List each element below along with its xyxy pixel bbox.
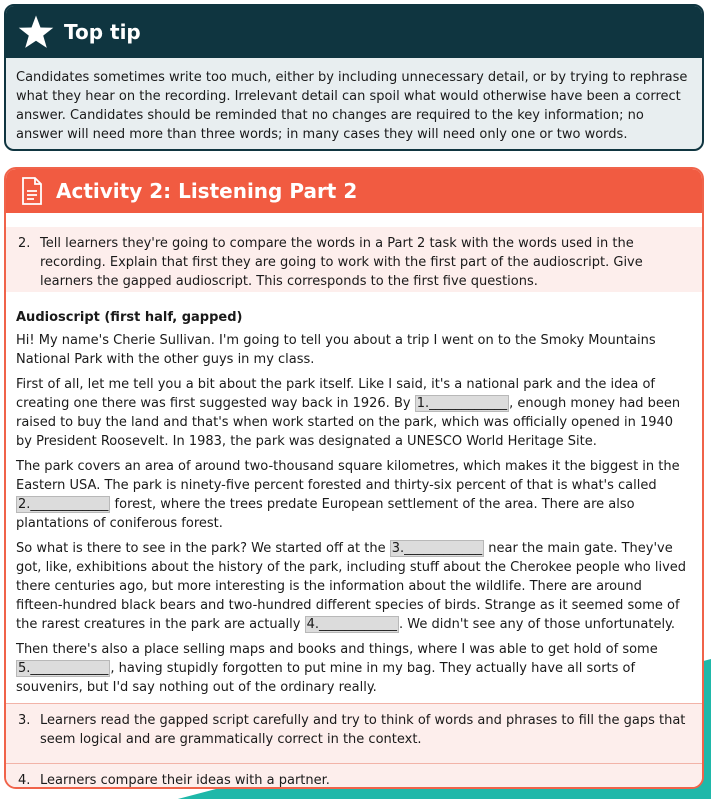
step-text: Learners read the gapped script carefully and try to think of words and phrases to fill the gaps that seem logical and are grammatically correct in the context.: [40, 713, 686, 747]
top-tip-box: [4, 4, 704, 151]
script-paragraph-5: Then there's also a place selling maps and books and things, where I was able to get hold of some 5.____________ , having stupidly forgotten to put mine in my bag. They actually have all sorts of souvenirs, but I'd say nothing out of the ordinary really.: [16, 642, 658, 695]
activity-header: [6, 169, 702, 213]
script-paragraph-1: Hi! My name's Cherie Sullivan. I'm going to tell you about a trip I went on to the Smoky Mountains National Park with the other guys in my class.: [16, 333, 656, 367]
document-icon: [20, 177, 44, 205]
gap-2[interactable]: 2.____________: [18, 497, 109, 512]
step-text: Tell learners they're going to compare the words in a Part 2 task with the words used in the recording. Explain that first they are going to work with the first part of the audioscript. Give learners the gapped audioscript. This corresponds to the first five questions.: [40, 236, 643, 289]
top-tip-header: [6, 6, 702, 58]
gap-3[interactable]: 3.____________: [391, 541, 483, 556]
script-paragraph-4: So what is there to see in the park? We started off at the 3.____________ near the main gate. They've got, like, exhibitions about the history of the park, including stuff about the Cherokee people who lived there centuries ago, but more interesting is the information about the wildlife. There are around fifteen-hundred black bears and two-hundred different species of birds. Strange as it seemed some of the rarest creatures in the park are actually 4.____________ . We didn't see any of those unfortunately.: [16, 541, 687, 632]
step-text: Learners compare their ideas with a partner.: [40, 773, 330, 788]
top-tip-title: Top tip: [64, 20, 141, 44]
step-number: 2.: [18, 236, 31, 251]
audioscript: [6, 306, 702, 703]
top-tip-text: Candidates sometimes write too much, either by including unnecessary detail, or by trying to rephrase what they hear on the recording. Irrelevant detail can spoil what would otherwise have been a correct answer. Candidates should be reminded that no changes are required to the key information; no answer will need more than three words; in many cases they will need only one or two words.: [16, 70, 688, 142]
activity-box: [4, 167, 704, 789]
step-number: 4.: [18, 773, 31, 788]
step-number: 3.: [18, 713, 31, 728]
gap-4[interactable]: 4.____________: [306, 617, 398, 632]
gap-1[interactable]: 1.____________: [416, 396, 508, 411]
gap-5[interactable]: 5.____________: [18, 661, 109, 676]
activity-title: Activity 2: Listening Part 2: [56, 179, 358, 203]
script-paragraph-2: First of all, let me tell you a bit about the park itself. Like I said, it's a national park and the idea of creating one there was first suggested way back in 1926. By 1.____________ , enough money had been raised to buy the land and that's when work started on the park, which was officially opened in 1940 by President Roosevelt. In 1983, the park was designated a UNESCO World Heritage Site.: [16, 377, 681, 449]
audioscript-heading: Audioscript (first half, gapped): [16, 310, 243, 325]
step-2: [6, 227, 702, 292]
star-icon: [18, 14, 54, 50]
step-4: [6, 763, 702, 789]
step-3: [6, 703, 702, 763]
script-paragraph-3: The park covers an area of around two-thousand square kilometres, which makes it the biggest in the Eastern USA. The park is ninety-five percent forested and thirty-six percent of that is what's called 2.____________ forest, where the trees predate European settlement of the area. There are also plantations of coniferous forest.: [16, 459, 680, 531]
